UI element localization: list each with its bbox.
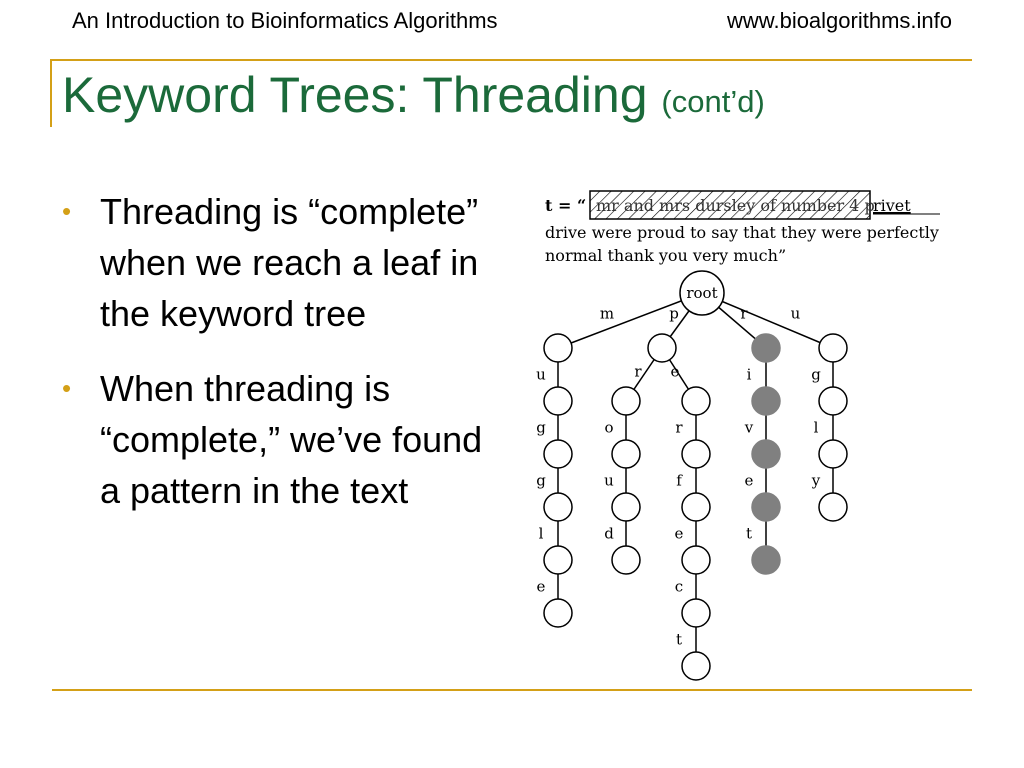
text-hatched-segment: mr and mrs dursley of number 4 p: [596, 196, 875, 215]
tree-node: [682, 387, 710, 415]
tree-node: [682, 599, 710, 627]
tree-root-label: root: [686, 284, 718, 302]
text-line-3: normal thank you very much”: [545, 246, 787, 265]
tree-edge: [558, 293, 702, 348]
edge-letter-label: r: [675, 418, 683, 437]
edge-letter-label: p: [669, 304, 679, 323]
bullet-dot-icon: •: [62, 196, 72, 226]
edge-letter-label: g: [811, 365, 821, 384]
edge-letter-label: m: [599, 304, 615, 323]
tree-node: [682, 440, 710, 468]
edge-letter-label: g: [536, 471, 546, 490]
edge-letter-label: t: [745, 524, 753, 543]
tree-node: [612, 546, 640, 574]
edge-letter-label: e: [670, 362, 680, 381]
edge-letter-label: l: [813, 418, 819, 437]
tree-node: [544, 387, 572, 415]
tree-node: [544, 546, 572, 574]
tree-node: [682, 546, 710, 574]
edge-letter-label: i: [746, 365, 752, 384]
edge-letter-label: g: [536, 418, 546, 437]
tree-node-highlighted: [752, 493, 780, 521]
edge-letter-label: u: [790, 304, 801, 323]
tree-node-highlighted: [752, 440, 780, 468]
edge-letter-label: d: [604, 524, 614, 543]
tree-node: [544, 440, 572, 468]
slide-title-main: Keyword Trees: Threading: [62, 67, 648, 123]
text-underlined-segment: rivet: [873, 196, 911, 215]
edge-letter-label: f: [676, 471, 682, 490]
edge-letter-label: e: [744, 471, 754, 490]
top-divider: [52, 59, 972, 61]
bullet-item: [60, 363, 500, 516]
edge-letter-label: e: [674, 524, 684, 543]
tree-node: [682, 493, 710, 521]
edge-letter-label: r: [740, 304, 748, 323]
bullet-dot-icon: •: [62, 373, 72, 403]
bottom-divider: [52, 689, 972, 691]
tree-node-highlighted: [752, 334, 780, 362]
edge-letter-label: u: [604, 471, 614, 490]
edge-letter-label: o: [604, 418, 614, 437]
tree-node: [612, 440, 640, 468]
tree-node: [648, 334, 676, 362]
edge-letter-label: c: [674, 577, 684, 596]
edge-letter-label: u: [536, 365, 546, 384]
bullet-text: When threading is “complete,” we’ve found a pattern in the text: [100, 368, 483, 511]
left-divider: [50, 59, 52, 127]
header-course-title: An Introduction to Bioinformatics Algorithms: [72, 8, 498, 33]
text-label: t = “: [545, 196, 587, 215]
slide-title: [62, 66, 765, 124]
tree-node: [612, 387, 640, 415]
tree-node: [819, 493, 847, 521]
slide-title-suffix: (cont’d): [661, 84, 765, 119]
tree-node: [544, 334, 572, 362]
bullet-list: [60, 186, 500, 540]
header-website: www.bioalgorithms.info: [727, 8, 952, 33]
edge-letter-label: e: [536, 577, 546, 596]
tree-node: [612, 493, 640, 521]
tree-node-highlighted: [752, 546, 780, 574]
edge-letter-label: y: [811, 471, 821, 490]
tree-node: [544, 599, 572, 627]
bullet-text: Threading is “complete” when we reach a leaf in the keyword tree: [100, 191, 479, 334]
keyword-tree: [536, 271, 847, 680]
tree-node: [682, 652, 710, 680]
edge-letter-label: t: [675, 630, 683, 649]
text-line-2: drive were proud to say that they were perfectly: [545, 223, 939, 242]
edge-letter-label: v: [744, 418, 754, 437]
tree-node: [819, 387, 847, 415]
tree-node: [819, 440, 847, 468]
tree-node: [544, 493, 572, 521]
tree-node: [819, 334, 847, 362]
bullet-item: [60, 186, 500, 339]
keyword-tree-figure: [520, 180, 970, 690]
edge-letter-label: r: [634, 362, 642, 381]
edge-letter-label: l: [538, 524, 544, 543]
tree-node-highlighted: [752, 387, 780, 415]
